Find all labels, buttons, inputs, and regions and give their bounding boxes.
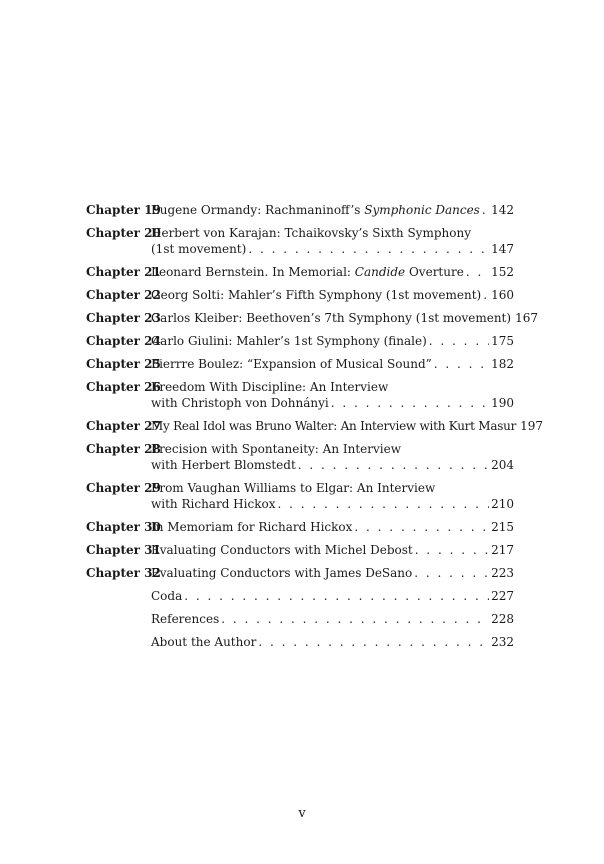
section-title: About the Author xyxy=(151,635,257,649)
chapter-title: Pierrre Boulez: “Expansion of Musical Sound” xyxy=(151,357,432,371)
chapter-number: Chapter 23 xyxy=(86,311,161,325)
dot-leader xyxy=(221,611,489,627)
dot-leader xyxy=(354,519,489,535)
page-number: 147 xyxy=(491,242,514,256)
chapter-title-continued: with Richard Hickox xyxy=(151,497,276,511)
page-number: 190 xyxy=(491,396,514,410)
page-number: 210 xyxy=(491,497,514,511)
chapter-number: Chapter 28 xyxy=(86,442,161,456)
toc-entry[interactable] xyxy=(86,588,514,604)
chapter-title: Precision with Spontaneity: An Interview xyxy=(151,442,401,456)
toc-entry[interactable] xyxy=(86,634,514,650)
toc-entry[interactable] xyxy=(86,225,514,257)
toc-entry[interactable] xyxy=(86,542,514,558)
dot-leader xyxy=(415,542,489,558)
toc-entry[interactable] xyxy=(86,356,514,372)
chapter-title-continued: (1st movement) xyxy=(151,242,247,256)
dot-leader xyxy=(184,588,489,604)
toc-entry[interactable] xyxy=(86,379,514,411)
toc-entry[interactable] xyxy=(86,519,514,535)
page-number: 142 xyxy=(491,203,514,217)
table-of-contents xyxy=(86,202,544,657)
page-number: 227 xyxy=(491,589,514,603)
page-folio: v xyxy=(298,806,306,821)
chapter-title: Freedom With Discipline: An Interview xyxy=(151,380,389,394)
chapter-number: Chapter 24 xyxy=(86,334,161,348)
page-number: 160 xyxy=(491,288,514,302)
chapter-title: Georg Solti: Mahler’s Fifth Symphony (1st movement) xyxy=(151,288,482,302)
chapter-title: From Vaughan Williams to Elgar: An Interview xyxy=(151,481,436,495)
chapter-title: Leonard Bernstein. In Memorial: Candide Overture xyxy=(151,265,464,279)
dot-leader xyxy=(258,634,489,650)
dot-leader xyxy=(466,264,489,280)
section-title: References xyxy=(151,612,220,626)
chapter-title-continued: with Herbert Blomstedt xyxy=(151,458,296,472)
page-number: 152 xyxy=(491,265,514,279)
page-number: 182 xyxy=(491,357,514,371)
dot-leader xyxy=(434,356,489,372)
page-number: 167 xyxy=(515,311,538,325)
page-number: 228 xyxy=(491,612,514,626)
toc-entry[interactable] xyxy=(86,264,514,280)
chapter-title-continued: with Christoph von Dohnányi xyxy=(151,396,329,410)
chapter-title: Eugene Ormandy: Rachmaninoff’s Symphonic Dances xyxy=(151,203,480,217)
toc-entry[interactable] xyxy=(86,441,514,473)
chapter-number: Chapter 31 xyxy=(86,543,161,557)
page-number: 204 xyxy=(491,458,514,472)
chapter-title: Herbert von Karajan: Tchaikovsky’s Sixth Symphony xyxy=(151,226,471,240)
toc-entry[interactable] xyxy=(86,333,514,349)
section-title: Coda xyxy=(151,589,183,603)
toc-entry[interactable] xyxy=(86,202,514,218)
dot-leader xyxy=(482,202,489,218)
page-number: 197 xyxy=(520,419,544,433)
chapter-number: Chapter 32 xyxy=(86,566,161,580)
toc-entry[interactable] xyxy=(86,287,514,303)
page-number: 223 xyxy=(491,566,514,580)
chapter-number: Chapter 30 xyxy=(86,520,161,534)
chapter-number: Chapter 26 xyxy=(86,380,161,394)
page-number: 175 xyxy=(491,334,514,348)
dot-leader xyxy=(298,457,489,473)
dot-leader xyxy=(414,565,489,581)
chapter-title: My Real Idol was Bruno Walter: An Interview with Kurt Masur xyxy=(151,419,517,433)
chapter-title: Carlos Kleiber: Beethoven’s 7th Symphony (1st movement) xyxy=(151,311,512,325)
toc-entry[interactable] xyxy=(86,480,514,512)
dot-leader xyxy=(429,333,489,349)
page-number: 217 xyxy=(491,543,514,557)
chapter-title: Carlo Giulini: Mahler’s 1st Symphony (finale) xyxy=(151,334,427,348)
toc-entry[interactable] xyxy=(86,565,514,581)
toc-entry[interactable] xyxy=(86,611,514,627)
page-number: 215 xyxy=(491,520,514,534)
chapter-number: Chapter 19 xyxy=(86,203,161,217)
dot-leader xyxy=(483,287,489,303)
toc-entry[interactable] xyxy=(86,310,538,326)
chapter-number: Chapter 29 xyxy=(86,481,161,495)
chapter-title: Evaluating Conductors with James DeSano xyxy=(151,566,413,580)
dot-leader xyxy=(248,241,489,257)
page-number: 232 xyxy=(491,635,514,649)
chapter-title: Evaluating Conductors with Michel Debost xyxy=(151,543,413,557)
toc-entry[interactable] xyxy=(86,418,544,434)
chapter-number: Chapter 20 xyxy=(86,226,161,240)
dot-leader xyxy=(331,395,489,411)
chapter-number: Chapter 25 xyxy=(86,357,161,371)
chapter-number: Chapter 22 xyxy=(86,288,161,302)
chapter-number: Chapter 27 xyxy=(86,419,161,433)
chapter-number: Chapter 21 xyxy=(86,265,161,279)
dot-leader xyxy=(277,496,489,512)
chapter-title: In Memoriam for Richard Hickox xyxy=(151,520,353,534)
